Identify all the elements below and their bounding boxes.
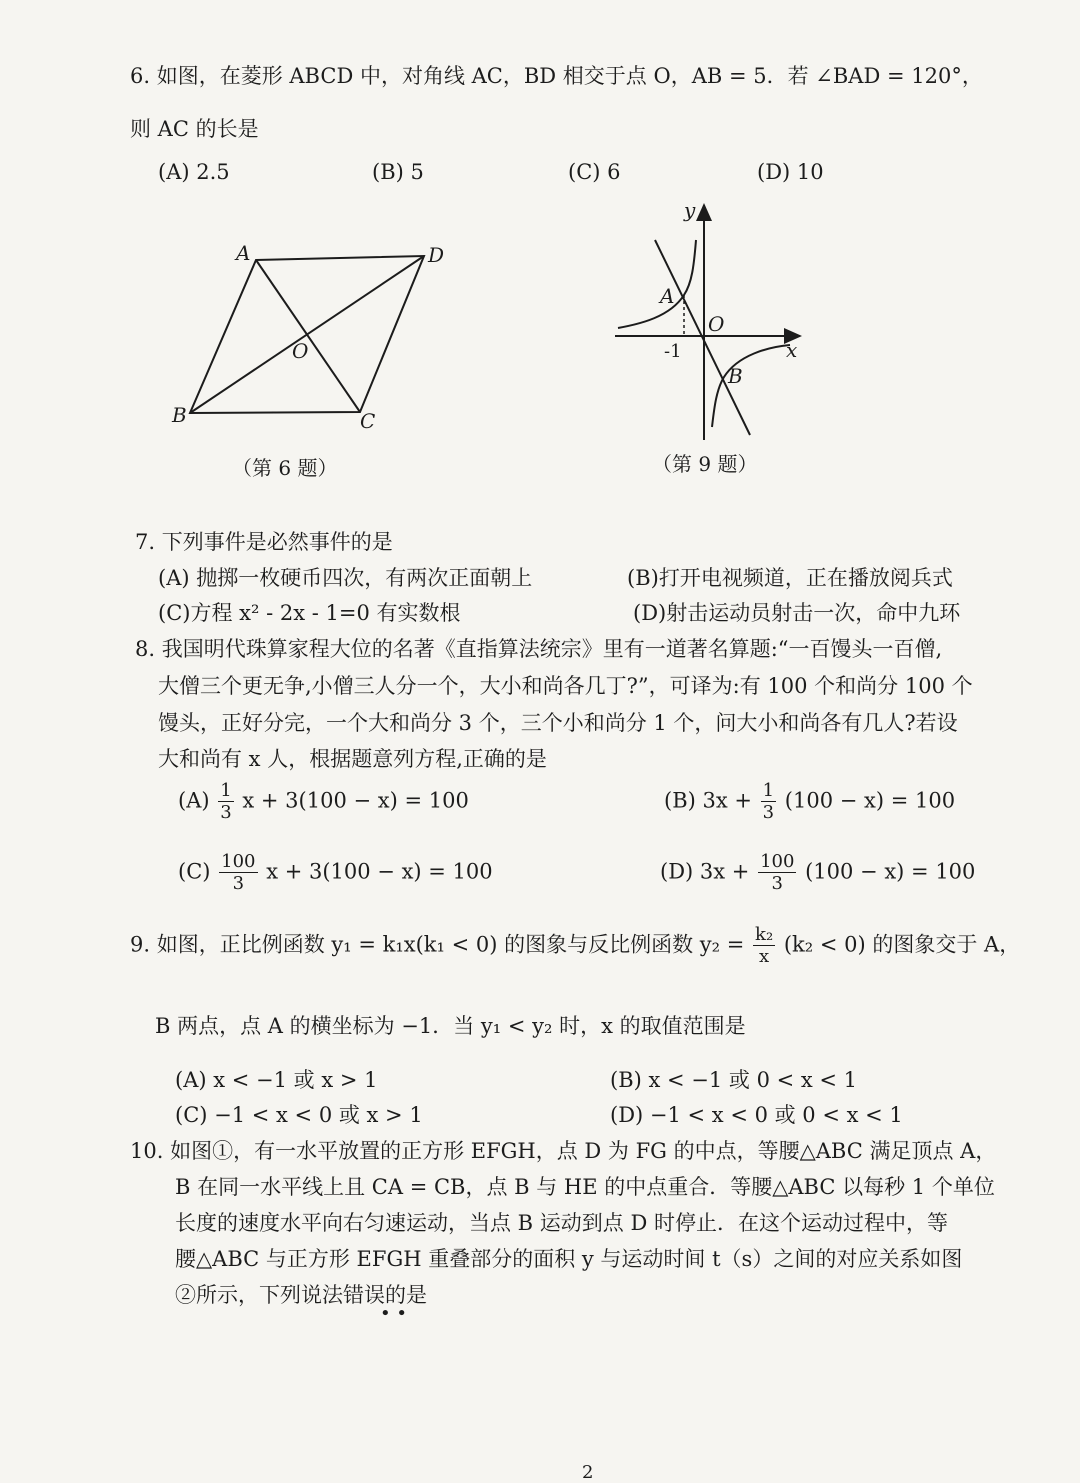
page-number: 2	[582, 1462, 594, 1483]
q8-line3: 馒头，正好分完，一个大和尚分 3 个，三个小和尚分 1 个，问大小和尚各有几人?若设	[158, 711, 958, 735]
q7-option-b: (B)打开电视频道，正在播放阅兵式	[627, 566, 953, 590]
q10-line5: ②所示，下列说法错误的是	[175, 1283, 427, 1307]
center-label-o: O	[292, 339, 309, 363]
q10-line2: B 在同一水平线上且 CA = CB，点 B 与 HE 的中点重合．等腰△ABC 以每秒 1 个单位	[175, 1175, 995, 1199]
q8-line2: 大僧三个更无争,小僧三人分一个，大小和尚各几丁?”，可译为:有 100 个和尚分 100 个	[158, 674, 973, 698]
q6-stem-line2: 则 AC 的长是	[130, 117, 259, 141]
emphasis-dots: • •	[380, 1303, 407, 1324]
q9-option-a: (A) x < −1 或 x > 1	[175, 1068, 378, 1092]
q6-rhombus-figure	[160, 230, 480, 440]
linear-function-line	[655, 240, 750, 435]
q8-line4: 大和尚有 x 人，根据题意列方程,正确的是	[158, 747, 547, 771]
q6-figure-caption: （第 6 题）	[232, 456, 338, 480]
q9-graph-figure	[600, 195, 820, 455]
diagonal-bd	[190, 256, 424, 413]
q9-option-d: (D) −1 < x < 0 或 0 < x < 1	[610, 1103, 903, 1127]
q6-option-a: (A) 2.5	[158, 160, 230, 184]
axis-label-x: x	[786, 338, 798, 362]
point-label-a: A	[660, 284, 675, 308]
hyperbola-branch-lower	[712, 345, 790, 427]
q10-line4: 腰△ABC 与正方形 EFGH 重叠部分的面积 y 与运动时间 t（s）之间的对应关系如图	[175, 1247, 963, 1271]
q9-stem-line1: 9. 如图，正比例函数 y₁ = k₁x(k₁ < 0) 的图象与反比例函数 y₂ = $\frac{\text{k₂}}{x}$ (k₂ < 0) 的图象交于 A，	[130, 924, 1021, 967]
axis-label-y: y	[684, 198, 696, 222]
q6-option-d: (D) 10	[757, 160, 824, 184]
diagonal-ac	[256, 260, 360, 412]
vertex-label-d: D	[428, 243, 445, 267]
q8-option-d: (D) 3x + $\frac{100}{3}$ (100 − x) = 100	[660, 851, 976, 894]
q6-stem-line1: 6. 如图，在菱形 ABCD 中，对角线 AC，BD 相交于点 O，AB = 5．若 ∠BAD = 120°，	[130, 64, 983, 88]
q8-option-b: (B) 3x + $\frac{1}{3}$ (100 − x) = 100	[664, 780, 956, 823]
vertex-label-c: C	[360, 409, 376, 433]
q8-line1: 8. 我国明代珠算家程大位的名著《直指算法统宗》里有一道著名算题:“一百馒头一百僧,	[135, 637, 943, 661]
point-label-b: B	[728, 364, 743, 388]
origin-label-o: O	[708, 312, 725, 336]
q7-option-c: (C)方程 x² - 2x - 1=0 有实数根	[158, 601, 461, 625]
q8-option-a: (A) $\frac{1}{3}$ x + 3(100 − x) = 100	[178, 780, 469, 823]
q10-line1: 10. 如图①，有一水平放置的正方形 EFGH，点 D 为 FG 的中点，等腰△ABC 满足顶点 A，	[130, 1139, 997, 1163]
vertex-label-b: B	[172, 403, 187, 427]
tick-label-neg1: -1	[664, 341, 682, 362]
q9-figure-caption: （第 9 题）	[652, 452, 758, 476]
vertex-label-a: A	[236, 241, 251, 265]
q7-option-a: (A) 抛掷一枚硬币四次，有两次正面朝上	[158, 566, 533, 590]
q8-option-c: (C) $\frac{100}{3}$ x + 3(100 − x) = 100	[178, 851, 493, 894]
q7-option-d: (D)射击运动员射击一次，命中九环	[633, 601, 961, 625]
q9-stem-line2: B 两点，点 A 的横坐标为 −1．当 y₁ < y₂ 时，x 的取值范围是	[155, 1014, 746, 1038]
q9-option-b: (B) x < −1 或 0 < x < 1	[610, 1068, 858, 1092]
q7-stem: 7. 下列事件是必然事件的是	[135, 530, 393, 554]
q6-option-c: (C) 6	[568, 160, 621, 184]
q10-line3: 长度的速度水平向右匀速运动，当点 B 运动到点 D 时停止．在这个运动过程中，等	[175, 1211, 948, 1235]
q9-option-c: (C) −1 < x < 0 或 x > 1	[175, 1103, 423, 1127]
q6-option-b: (B) 5	[372, 160, 424, 184]
